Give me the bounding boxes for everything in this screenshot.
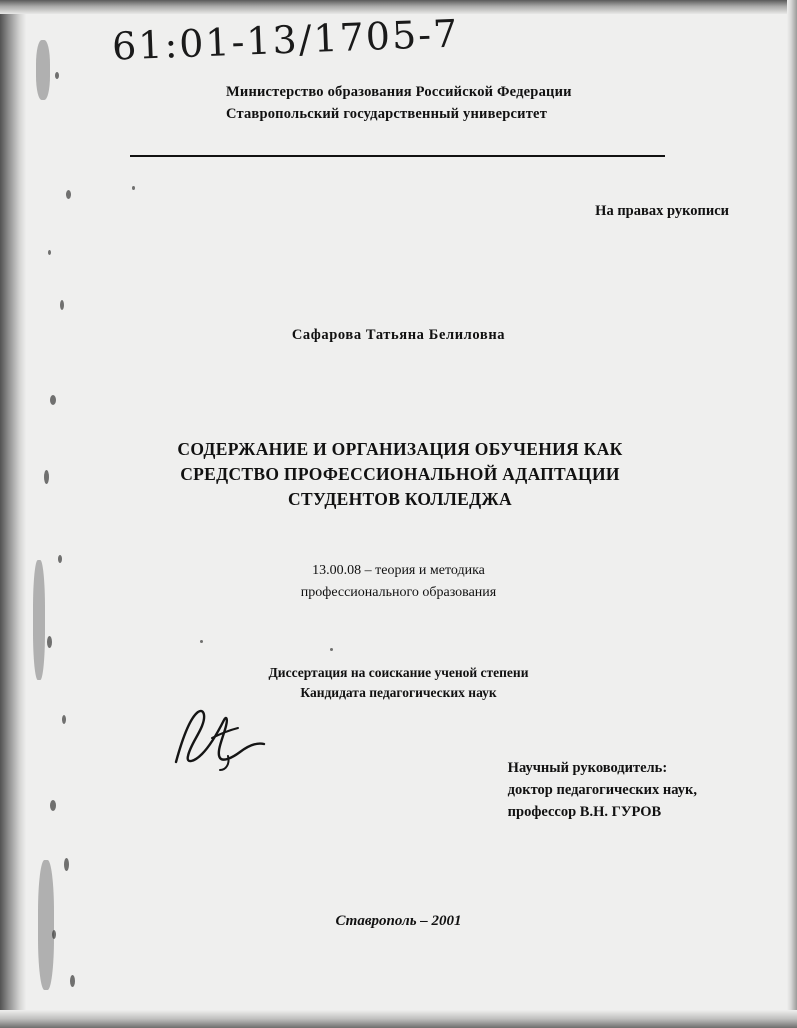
- supervisor-block: [508, 758, 697, 823]
- degree-line-2: Кандидата педагогических наук: [300, 685, 497, 701]
- handwritten-signature-icon: [168, 700, 278, 780]
- dissertation-title: [140, 437, 660, 512]
- manuscript-note: На правах рукописи: [595, 203, 729, 219]
- author-name: Сафарова Татьяна Белиловна: [291, 327, 506, 343]
- ministry-block: [226, 82, 572, 126]
- speciality-code: 13.00.08 – теория и методика: [312, 563, 485, 578]
- ministry-line-1: Министерство образования Российской Федерации: [226, 84, 572, 100]
- city-and-year: Ставрополь – 2001: [335, 913, 462, 929]
- call-number-handwritten: 61:01-13/1705-7: [111, 11, 460, 69]
- speciality-block: [0, 560, 797, 603]
- degree-block: [0, 663, 797, 704]
- supervisor-label: Научный руководитель:: [507, 760, 668, 776]
- university-line: Ставропольский государственный университет: [226, 105, 548, 122]
- title-line-1: СОДЕРЖАНИЕ И ОРГАНИЗАЦИЯ ОБУЧЕНИЯ КАК: [177, 439, 623, 459]
- horizontal-rule: [130, 155, 665, 157]
- title-line-3: СТУДЕНТОВ КОЛЛЕДЖА: [288, 488, 512, 509]
- title-line-2: СРЕДСТВО ПРОФЕССИОНАЛЬНОЙ АДАПТАЦИИ: [180, 463, 620, 484]
- degree-line-1: Диссертация на соискание ученой степени: [268, 665, 529, 680]
- supervisor-line-1: доктор педагогических наук,: [507, 781, 697, 798]
- supervisor-line-2: профессор В.Н. ГУРОВ: [507, 803, 662, 820]
- speciality-name: профессионального образования: [300, 584, 497, 600]
